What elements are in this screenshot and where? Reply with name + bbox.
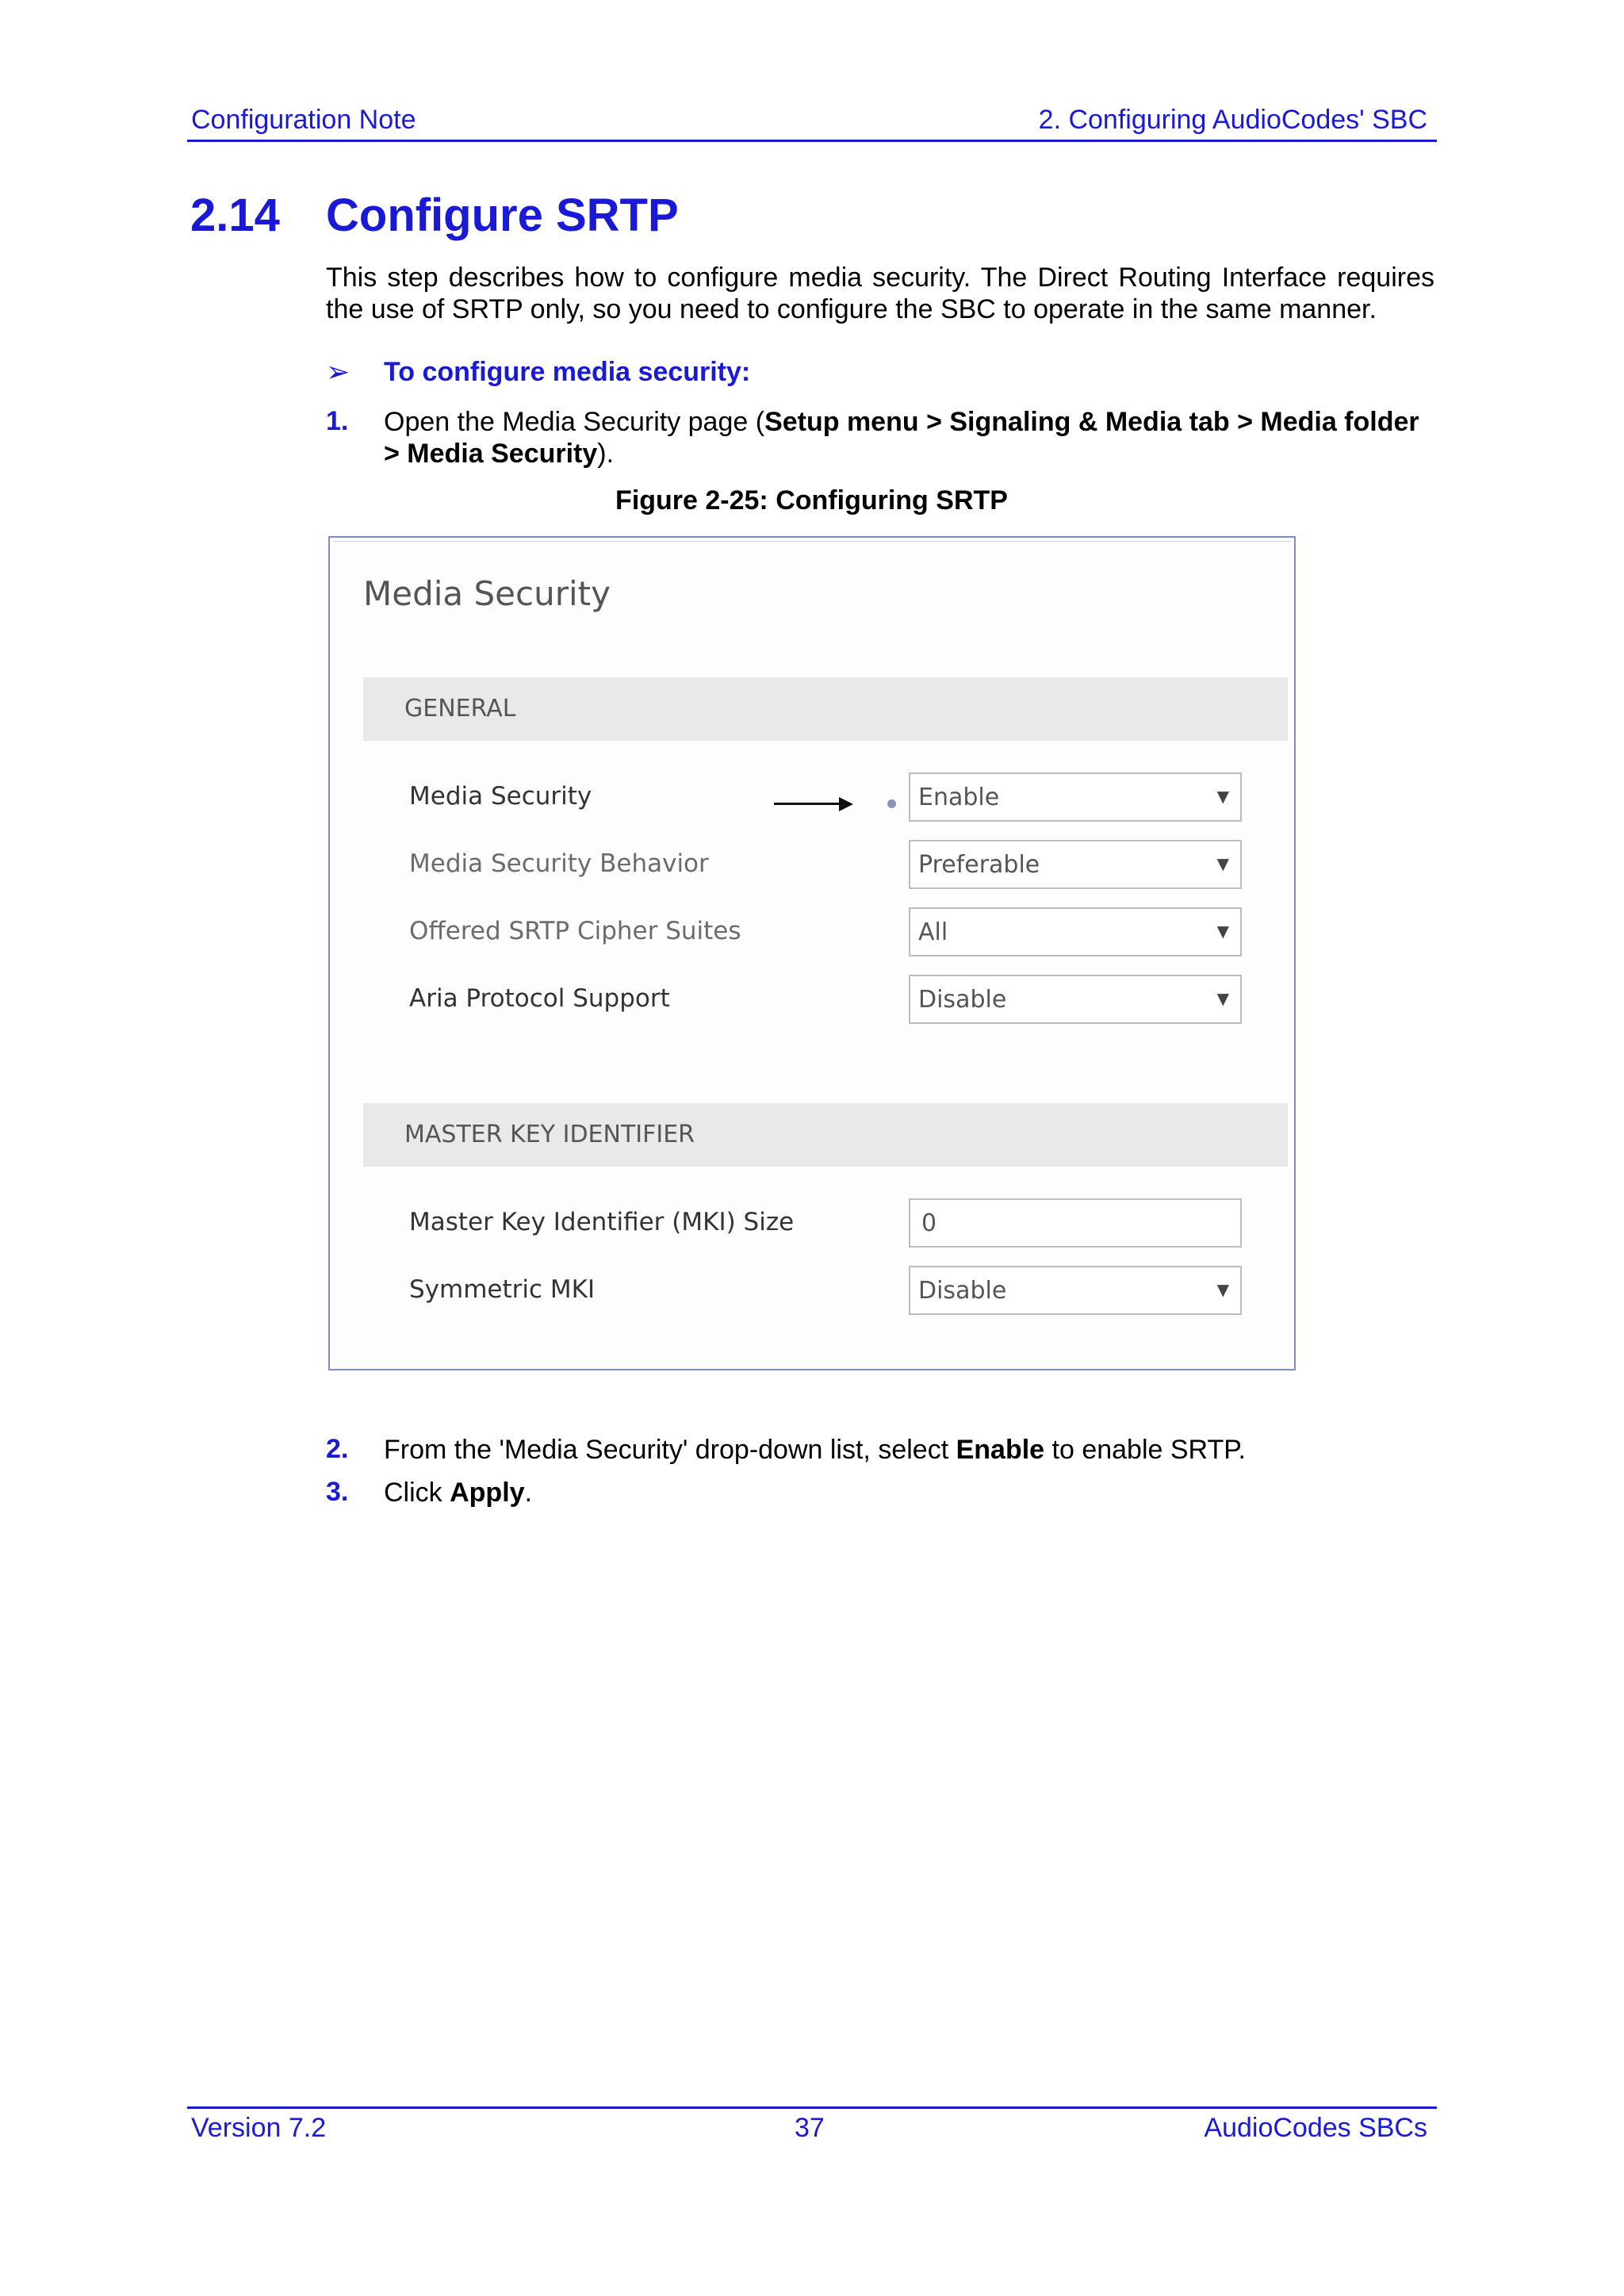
step-number: 3. <box>326 1477 349 1507</box>
input-value: 0 <box>921 1209 937 1237</box>
media-security-screenshot <box>328 536 1296 1370</box>
field-label-media-security-behavior: Media Security Behavior <box>409 849 709 878</box>
footer-page-number: 37 <box>795 2113 825 2143</box>
field-label-symmetric-mki: Symmetric MKI <box>409 1275 596 1304</box>
panel-top-rule <box>333 541 1291 542</box>
header-chapter-title: 2. Configuring AudioCodes' SBC <box>1038 105 1427 135</box>
step-text <box>384 1477 1434 1508</box>
step-text-bold: Enable <box>956 1435 1045 1465</box>
symmetric-mki-select[interactable] <box>909 1266 1242 1315</box>
mki-size-input[interactable] <box>909 1198 1242 1248</box>
procedure-title: To configure media security: <box>384 357 751 387</box>
field-label-mki-size: Master Key Identifier (MKI) Size <box>409 1208 795 1236</box>
chevron-down-icon: ▼ <box>1216 1280 1229 1299</box>
step-text-pre: From the 'Media Security' drop-down list, select <box>384 1435 956 1465</box>
field-label-media-security: Media Security <box>409 782 592 811</box>
select-value: Enable <box>918 784 1000 811</box>
modified-indicator-icon <box>887 799 896 808</box>
select-value: Preferable <box>918 851 1040 879</box>
select-value: All <box>918 918 948 946</box>
footer-rule <box>187 2106 1437 2109</box>
figure-caption: Figure 2-25: Configuring SRTP <box>615 485 1008 516</box>
page-header <box>187 102 1437 142</box>
procedure-arrow-icon: ➢ <box>326 355 350 388</box>
field-label-offered-srtp-cipher-suites: Offered SRTP Cipher Suites <box>409 917 741 945</box>
step-text-pre: Open the Media Security page ( <box>384 407 765 437</box>
footer-version: Version 7.2 <box>191 2113 327 2143</box>
step-text-pre: Click <box>384 1478 450 1508</box>
step-text-post: to enable SRTP. <box>1044 1435 1246 1465</box>
footer-product: AudioCodes SBCs <box>1204 2113 1427 2143</box>
pointer-arrow-icon <box>839 797 853 811</box>
select-value: Disable <box>918 986 1007 1014</box>
field-label-aria-protocol-support: Aria Protocol Support <box>409 984 670 1013</box>
step-text-post: ). <box>597 439 615 469</box>
step-text-post: . <box>524 1478 533 1508</box>
group-header-master-key-identifier[interactable] <box>363 1103 1288 1167</box>
chevron-down-icon: ▼ <box>1216 922 1229 941</box>
pointer-arrow-line <box>774 803 842 805</box>
select-value: Disable <box>918 1277 1007 1305</box>
screenshot-page-title: Media Security <box>363 574 611 613</box>
section-number: 2.14 <box>190 190 280 241</box>
chevron-down-icon: ▼ <box>1216 787 1229 806</box>
section-title: Configure SRTP <box>326 190 679 241</box>
chevron-down-icon: ▼ <box>1216 989 1229 1008</box>
header-doc-title: Configuration Note <box>191 105 416 135</box>
step-text-bold: Setup menu > Signaling & Media tab > Media folder > Media Security <box>384 407 1419 469</box>
step-text <box>384 1434 1434 1466</box>
group-label: GENERAL <box>404 695 516 723</box>
aria-protocol-support-select[interactable] <box>909 975 1242 1024</box>
step-number: 1. <box>326 406 349 436</box>
step-text-bold: Apply <box>450 1478 525 1508</box>
intro-paragraph: This step describes how to configure media security. The Direct Routing Interface requires the use of SRTP only, so you need to configure the SBC to operate in the same manner. <box>326 263 1434 324</box>
media-security-select[interactable] <box>909 772 1242 822</box>
step-text <box>384 406 1434 470</box>
step-number: 2. <box>326 1434 349 1464</box>
group-label: MASTER KEY IDENTIFIER <box>404 1121 695 1148</box>
offered-srtp-cipher-suites-select[interactable] <box>909 907 1242 956</box>
media-security-behavior-select[interactable] <box>909 840 1242 889</box>
group-header-general[interactable] <box>363 677 1288 741</box>
chevron-down-icon: ▼ <box>1216 854 1229 873</box>
